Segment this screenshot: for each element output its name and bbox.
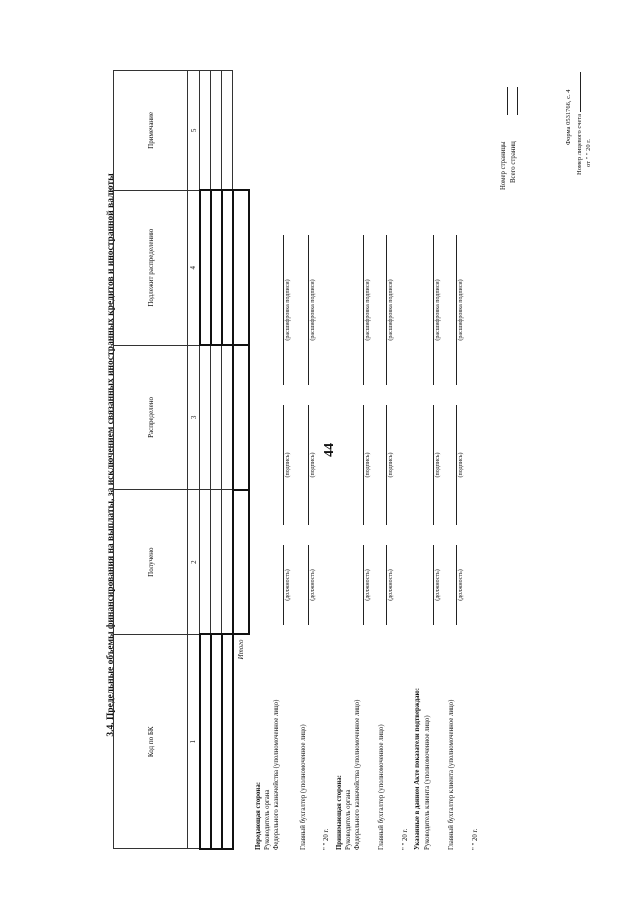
transfer-fk-label: Федерального казначейства (уполномоченное лицо) (273, 699, 280, 850)
caption-position: (должность) (458, 569, 464, 601)
page-number-label: Номер страницы (500, 141, 507, 190)
table-row (200, 71, 211, 850)
receive-signature-line[interactable] (363, 405, 364, 525)
table-cell[interactable] (200, 634, 211, 849)
caption-signature: (подпись) (458, 452, 464, 478)
table-cell[interactable] (211, 490, 222, 635)
transfer-chief-position-line[interactable] (308, 545, 309, 625)
page-number-field[interactable] (498, 87, 508, 115)
caption-position: (должность) (388, 569, 394, 601)
table-cell[interactable] (200, 190, 211, 345)
col-header-note: Примечание (114, 71, 188, 191)
caption-signature: (подпись) (310, 452, 316, 478)
caption-signature: (подпись) (285, 452, 291, 478)
receive-decoding-line[interactable] (363, 235, 364, 385)
section-title: 3.4. Предельные объемы финансирования на выплаты, за исключением связанных иностранных кредитов и иностранной валюты (106, 173, 116, 737)
col-header-kbk: Код по БК (114, 634, 188, 849)
caption-decoding: (расшифровка подписи) (365, 279, 371, 341)
account-label: Номер лицевого счета (576, 72, 583, 175)
receive-date[interactable]: " " 20 г. (402, 828, 409, 850)
col-number: 5 (188, 71, 200, 191)
receive-chief-label: Главный бухгалтер (уполномоченное лицо) (378, 724, 385, 850)
receive-chief-signature-line[interactable] (386, 405, 387, 525)
table-cell[interactable] (222, 71, 233, 191)
table-row (222, 71, 233, 850)
table-cell[interactable] (211, 634, 222, 849)
caption-decoding: (расшифровка подписи) (435, 279, 441, 341)
confirm-client-label: Руководитель клиента (уполномоченное лицо) (424, 715, 431, 850)
transfer-position-line[interactable] (283, 545, 284, 625)
total-label: Итого (237, 639, 245, 660)
table-cell[interactable] (200, 71, 211, 191)
account-date: от " " 20 г. (585, 139, 592, 167)
caption-decoding: (расшифровка подписи) (388, 279, 394, 341)
table-total-row (233, 71, 249, 850)
receive-chief-position-line[interactable] (386, 545, 387, 625)
confirm-chief-position-line[interactable] (456, 545, 457, 625)
form-code: Форма 0531766, с. 4 (565, 89, 572, 145)
transfer-chief-label: Главный бухгалтер (уполномоченное лицо) (300, 724, 307, 850)
table-header-row (114, 71, 188, 850)
col-number: 2 (188, 490, 200, 635)
total-pages-field[interactable] (508, 87, 518, 115)
transfer-head-label: Руководитель органа (264, 789, 271, 850)
table-cell[interactable] (222, 190, 233, 345)
caption-position: (должность) (365, 569, 371, 601)
caption-decoding: (расшифровка подписи) (310, 279, 316, 341)
confirm-position-line[interactable] (433, 545, 434, 625)
table-row (211, 71, 222, 850)
receive-heading: Принимающая сторона: (336, 775, 343, 850)
transfer-signature-line[interactable] (283, 405, 284, 525)
total-cell[interactable] (233, 345, 249, 490)
receive-head-label: Руководитель органа (345, 789, 352, 850)
total-pages-label: Всего страниц (510, 141, 517, 183)
confirm-heading: Указанные в данном Акте показатели подтверждаю: (414, 688, 421, 850)
col-number: 3 (188, 345, 200, 490)
col-header-to-distribute: Подлежит распределению (114, 190, 188, 345)
table-cell[interactable] (222, 634, 233, 849)
confirm-chief-decoding-line[interactable] (456, 235, 457, 385)
caption-decoding: (расшифровка подписи) (458, 279, 464, 341)
receive-chief-decoding-line[interactable] (386, 235, 387, 385)
transfer-chief-signature-line[interactable] (308, 405, 309, 525)
table-cell[interactable] (211, 190, 222, 345)
empty-cell (233, 71, 249, 191)
caption-signature: (подпись) (365, 452, 371, 478)
receive-position-line[interactable] (363, 545, 364, 625)
table-cell[interactable] (211, 71, 222, 191)
col-number: 1 (188, 634, 200, 849)
caption-position: (должность) (310, 569, 316, 601)
confirm-chief-label: Главный бухгалтер клиента (уполномоченное лицо) (448, 699, 455, 850)
caption-signature: (подпись) (388, 452, 394, 478)
col-header-received: Получено (114, 490, 188, 635)
transfer-heading: Передающая сторона: (255, 782, 262, 850)
transfer-chief-decoding-line[interactable] (308, 235, 309, 385)
confirm-signature-line[interactable] (433, 405, 434, 525)
caption-decoding: (расшифровка подписи) (285, 279, 291, 341)
confirm-chief-signature-line[interactable] (456, 405, 457, 525)
col-number: 4 (188, 190, 200, 345)
table-cell[interactable] (200, 345, 211, 490)
caption-position: (должность) (435, 569, 441, 601)
caption-position: (должность) (285, 569, 291, 601)
table-number-row (188, 71, 200, 850)
finance-table (113, 70, 250, 850)
receive-fk-label: Федерального казначейства (уполномоченное лицо) (354, 699, 361, 850)
confirm-date[interactable]: " " 20 г. (472, 828, 479, 850)
col-header-distributed: Распределено (114, 345, 188, 490)
table-cell[interactable] (211, 345, 222, 490)
total-cell[interactable] (233, 190, 249, 345)
caption-signature: (подпись) (435, 452, 441, 478)
transfer-date[interactable]: " " 20 г. (323, 828, 330, 850)
page-number: 44 (322, 443, 337, 457)
confirm-decoding-line[interactable] (433, 235, 434, 385)
total-cell[interactable] (233, 490, 249, 635)
table-cell[interactable] (200, 490, 211, 635)
transfer-decoding-line[interactable] (283, 235, 284, 385)
table-cell[interactable] (222, 345, 233, 490)
table-cell[interactable] (222, 490, 233, 635)
